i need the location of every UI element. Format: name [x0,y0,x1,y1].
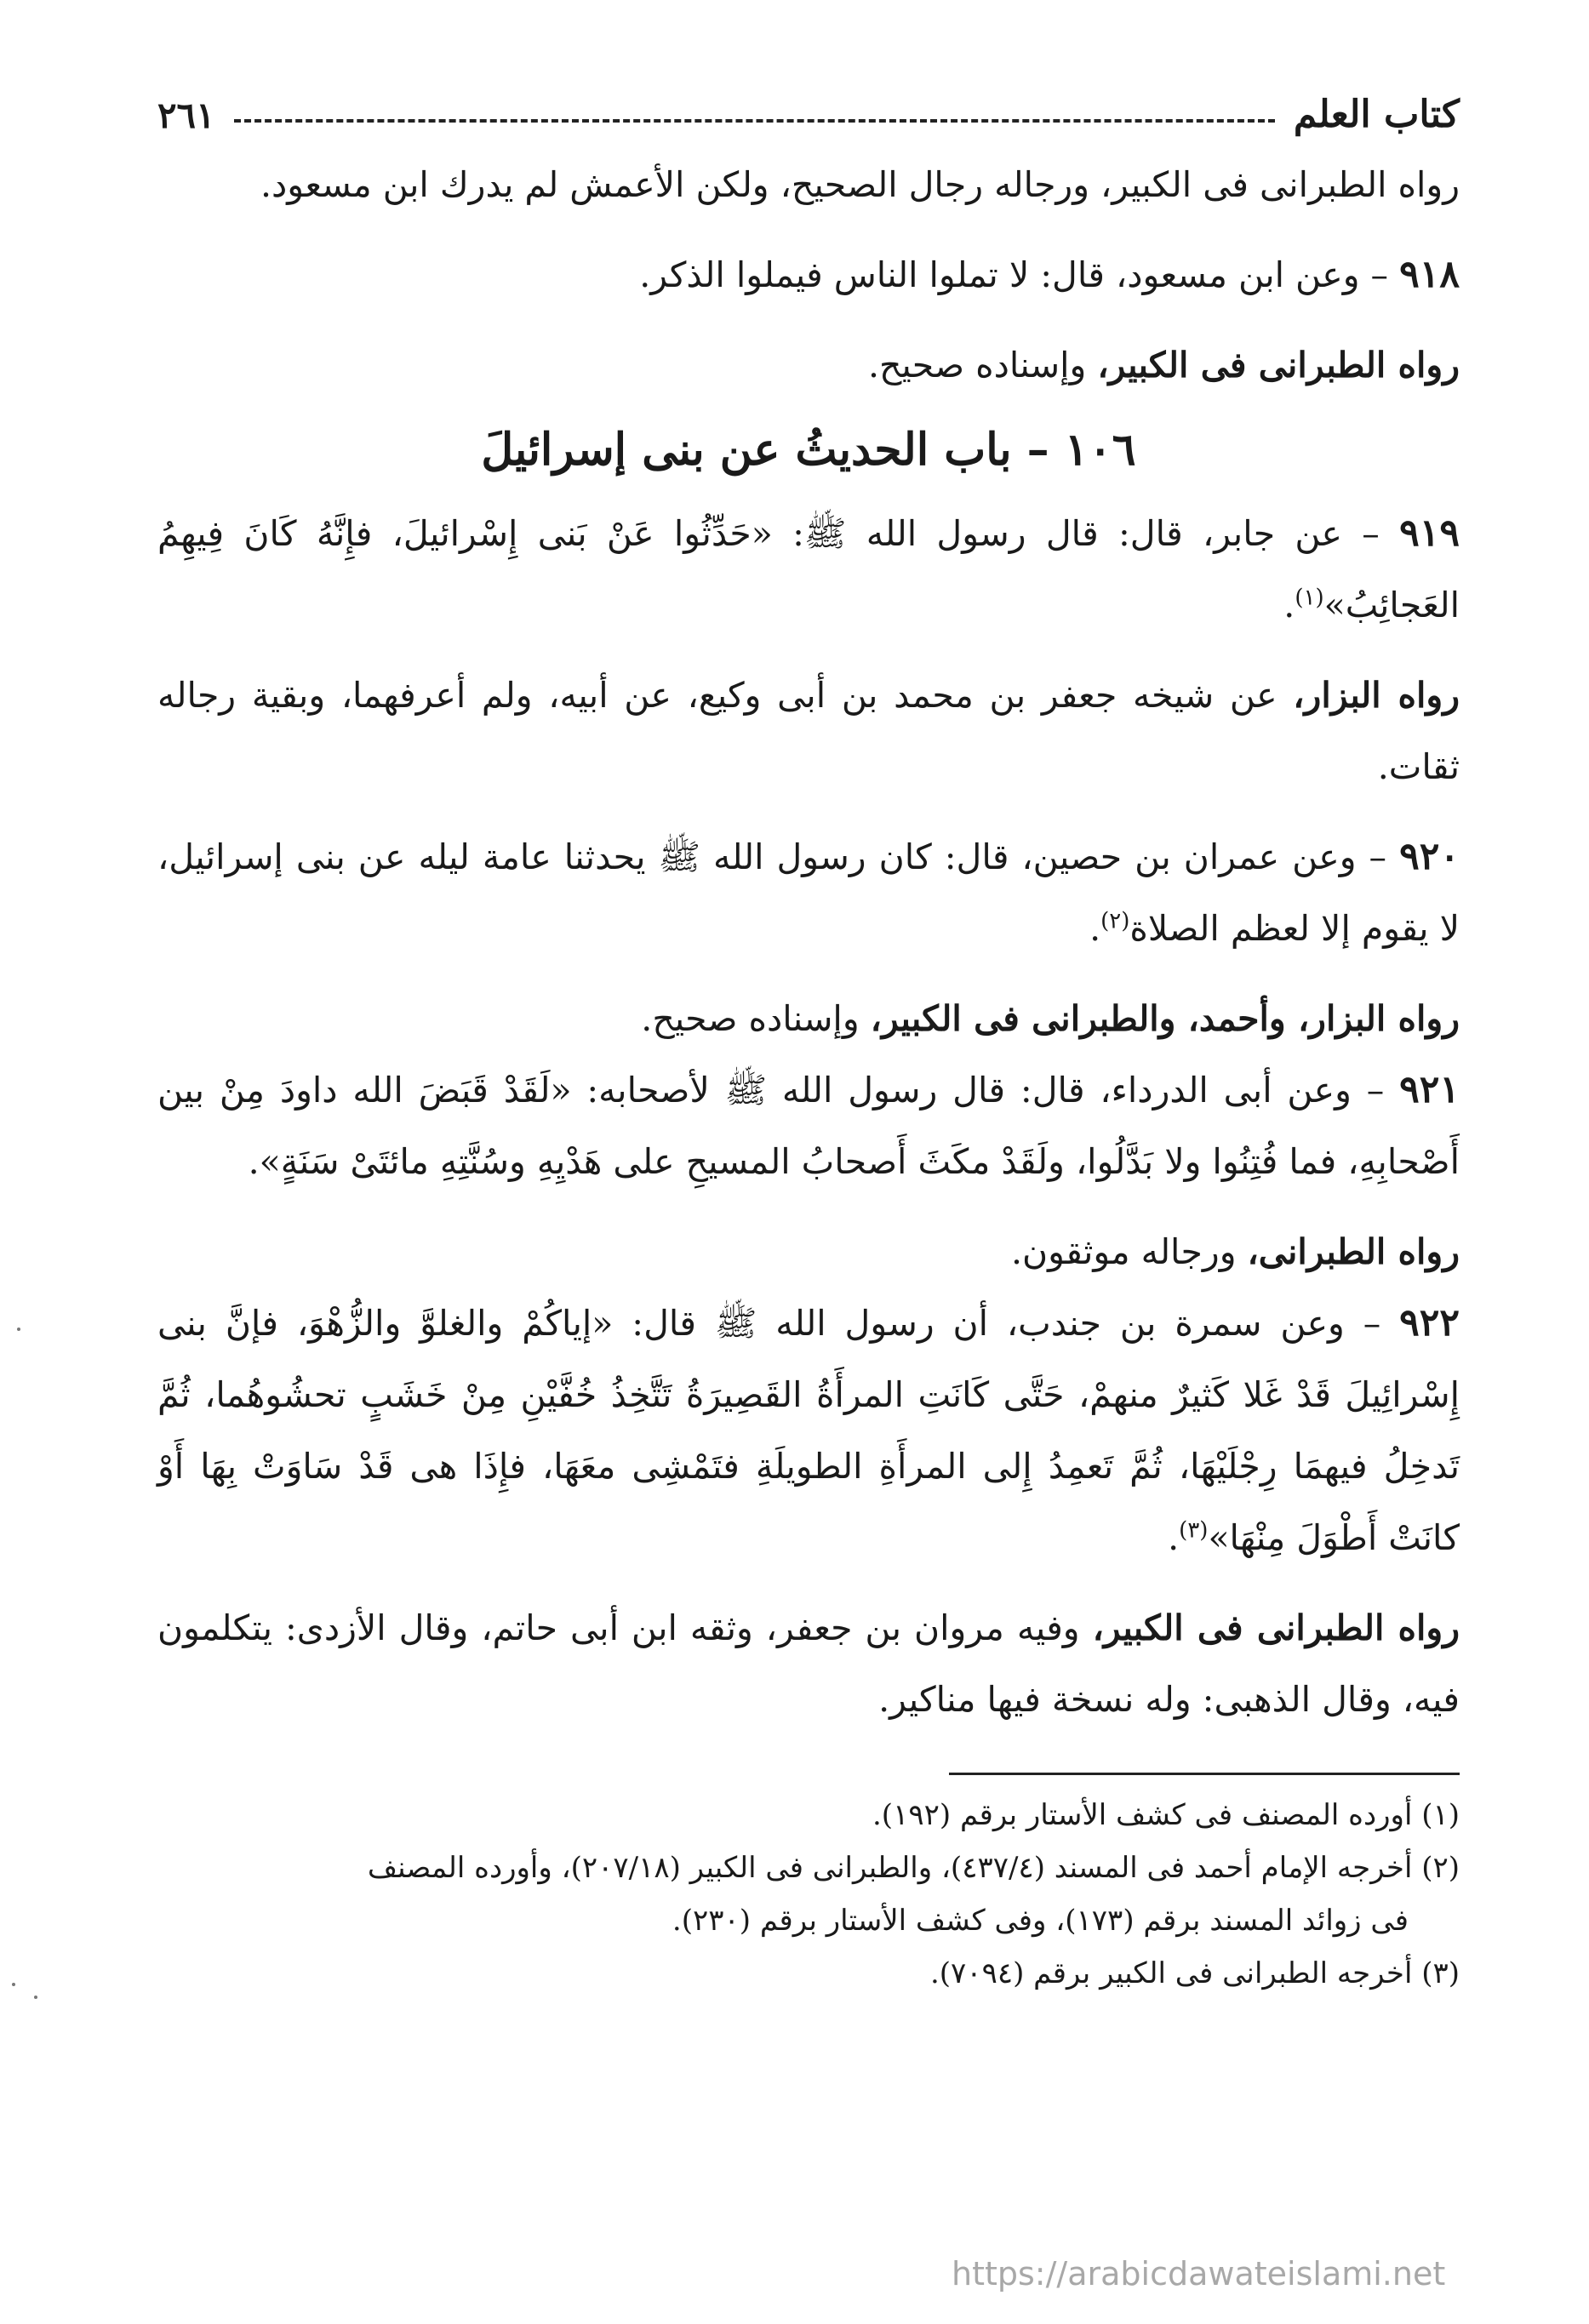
hadith-number: ٩١٩ [1399,511,1460,555]
hadith-number: ٩٢١ [1399,1068,1460,1111]
hadith-number: ٩٢٠ [1399,835,1460,878]
watermark-url: https://arabicdawateislami.net [952,2255,1446,2293]
hadith-922 [157,1288,1460,1573]
narration-note [157,660,1460,802]
footnote-separator [949,1773,1460,1775]
narration-source: رواه الطبرانى، [1247,1231,1460,1272]
hadith-text: – وعن ابن مسعود، قال: لا تملوا الناس فيملوا الذكر. [639,254,1389,295]
narration-note [157,1592,1460,1735]
narration-text: وإسناده صحيح. [641,998,871,1039]
footnote-2-continuation: فى زوائد المسند برقم (١٧٣)، وفى كشف الأستار برقم (٢٣٠). [672,1904,1409,1938]
running-header [157,68,1460,136]
footnote-3: (٣) أخرجه الطبرانى فى الكبير برقم (٧٠٩٤). [929,1956,1460,1990]
sentence-end: . [1089,908,1101,949]
narration-source: رواه الطبرانى فى الكبير، [1092,1607,1460,1648]
narration-note [157,1216,1460,1288]
footnote-ref: (٣) [1179,1517,1209,1544]
book-page [157,68,1460,2298]
hadith-text: – وعن سمرة بن جندب، أن رسول الله ﷺ قال: «إياكُمْ والغلوَّ والزُّهْوَ، فإنَّ بنى إِسْرائِيلَ قَدْ غَلا كَثيرٌ منهمْ، حَتَّى كَانَتِ المرأَةُ القَصِيرَةُ تَتَّخِذُ خُفَّيْنِ مِنْ خَشَبٍ تحشُوهُما، ثُمَّ تَدخِلُ فيهمَا رِجْلَيْهَا، ثُمَّ تَعمِدُ إِلى المرأَةِ الطويلَةِ فتَمْشِى معَهَا، فإِذَا هى قَدْ سَاوَتْ بِهَا أَوْ كانَتْ أَطْوَلَ مِنْهَا» [157,1303,1460,1558]
hadith-text: – وعن عمران بن حصين، قال: كان رسول الله ﷺ يحدثنا عامة ليله عن بنى إسرائيل، لا يقوم إلا لعظم الصلاة [157,837,1460,949]
page-number: ٢٦١ [157,94,215,136]
scan-speck [12,1983,15,1986]
narration-note [157,329,1460,401]
scan-speck [17,1328,20,1331]
page-body [157,149,1460,2000]
narration-note [157,983,1460,1054]
footnote-2: (٢) أخرجه الإمام أحمد فى المسند (٤٣٧/٤)، والطبرانى فى الكبير (٢٠٧/١٨)، وأورده المصنف [367,1851,1460,1885]
narration-source: رواه الطبرانى فى الكبير، [1097,345,1460,385]
footnote-ref: (٢) [1100,908,1130,934]
sentence-end: . [1283,585,1295,625]
header-rule [234,119,1275,123]
narration-text: عن شيخه جعفر بن محمد بن أبى وكيع، عن أبيه، ولم أعرفهما، وبقية رجاله ثقات. [157,675,1460,787]
chapter-heading: ١٠٦ – باب الحديثُ عن بنى إسرائيلَ [481,424,1136,476]
hadith-text: – وعن أبى الدرداء، قال: قال رسول الله ﷺ لأصحابه: «لَقَدْ قَبَضَ الله داودَ مِنْ بين أَصْحابِهِ، فما فُتِنُوا ولا بَدَّلُوا، ولَقَدْ مكَثَ أَصحابُ المسيحِ على هَدْيِهِ وسُنَّتِهِ مائتَىْ سَنَةٍ». [157,1070,1460,1182]
narration-text: وإسناده صحيح. [867,345,1098,385]
narration-text: وفيه مروان بن جعفر، وثقه ابن أبى حاتم، وقال الأزدى: يتكلمون فيه، وقال الذهبى: وله نسخة فيها مناكير. [157,1607,1460,1720]
footnote-1: (١) أورده المصنف فى كشف الأستار برقم (١٩٢). [872,1798,1460,1832]
narration-text: رواه الطبرانى فى الكبير، ورجاله رجال الصحيح، ولكن الأعمش لم يدرك ابن مسعود. [260,164,1460,205]
book-title: كتاب العلم [1293,93,1460,136]
narration-source: رواه البزار، [1293,675,1460,716]
scan-speck [34,1996,37,1999]
hadith-number: ٩١٨ [1399,253,1460,296]
hadith-920 [157,821,1460,964]
footnote-ref: (١) [1295,585,1324,611]
hadith-text: – عن جابر، قال: قال رسول الله ﷺ: «حَدِّثُوا عَنْ بَنى إِسْرائيلَ، فإِنَّهُ كَانَ فِيهِمُ العَجائِبُ» [157,513,1460,625]
narration-text: ورجاله موثقون. [1010,1231,1248,1272]
hadith-921 [157,1054,1460,1197]
sentence-end: . [1168,1517,1180,1558]
narration-note [157,149,1460,220]
narration-source: رواه البزار، وأحمد، والطبرانى فى الكبير، [870,998,1460,1039]
hadith-919 [157,498,1460,641]
hadith-number: ٩٢٢ [1399,1301,1460,1345]
hadith-918 [157,239,1460,311]
